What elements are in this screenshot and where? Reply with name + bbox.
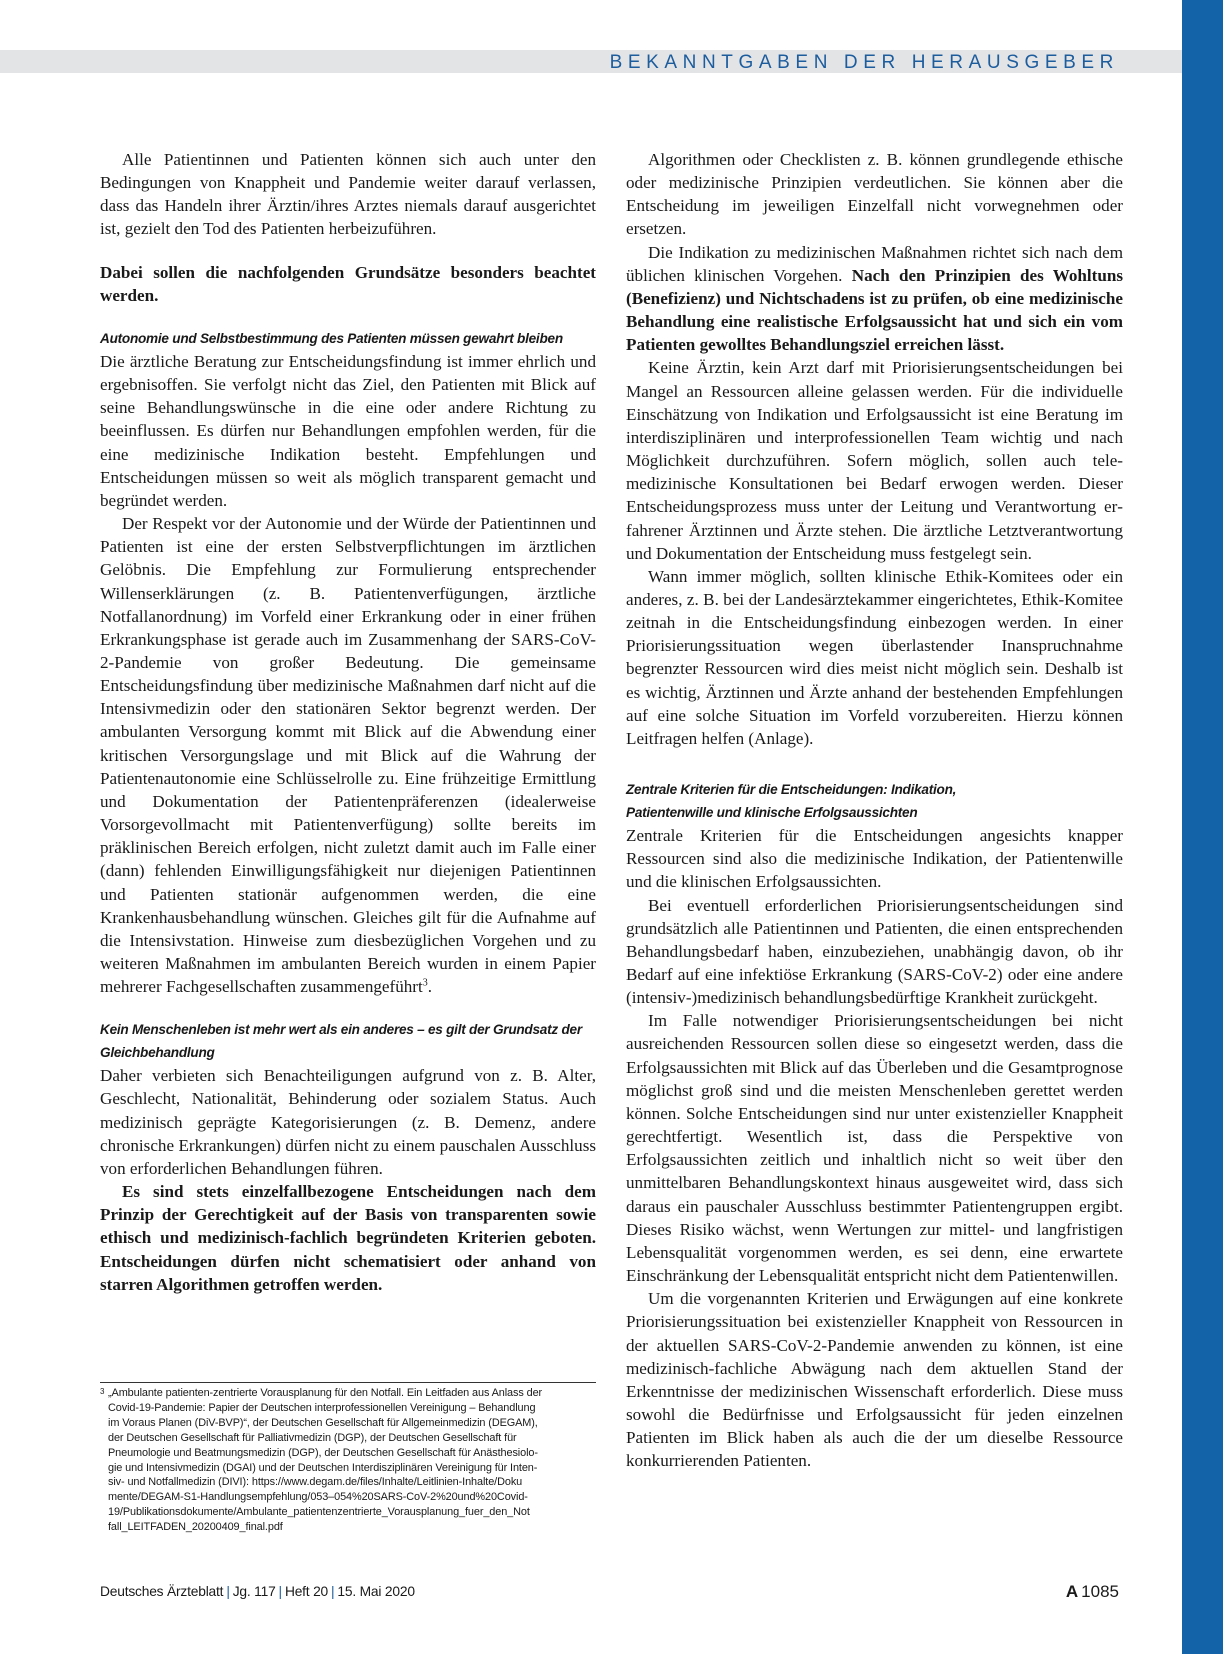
paragraph xyxy=(626,241,1123,357)
paragraph-end: . xyxy=(427,977,433,997)
paragraph xyxy=(100,512,596,998)
paragraph: Alle Patientinnen und Patienten können sich auch unter den Bedingungen von Knappheit und Pandemie weiter darauf verlassen, dass das Handeln ihrer Ärztin/ihres Arztes niemals darauf ausgerichtet ist, gezielt den Tod des Patienten herbeizuführen. xyxy=(100,150,596,239)
paragraph: Daher verbieten sich Benachteiligungen aufgrund von z. B. Alter, Geschlecht, Nationalität, Behinderung oder sozialem Status. Auch medizinisch geprägte Kategorisierungen (z. B. Demenz, andere chronische Erkrankungen) dürfen nicht zu einem pauschalen Ausschluss von erforderlichen Behandlungen führen. xyxy=(100,1066,596,1178)
page-prefix: A xyxy=(1065,1582,1079,1601)
paragraph-text: Die Indikation zu medizinischen Maßnahmen richtet sich nach dem üblichen klinischen Vorgehen. xyxy=(626,242,1123,285)
paragraph: Keine Ärztin, kein Arzt darf mit Priorisierungsentscheidungen bei Mangel an Ressourcen alleine gelassen werden. Für die individuelle Einschätzung von Indikation und Erfolgsaussicht ist eine Beratung im interdisziplinären und interprofessionellen Team wichtig und nach Möglichkeit durchzuführen. Sofern möglich, sollen auch telemedizinische Konsultationen bei Bedarf erwogen werden. Dieser Entscheidungsprozess muss unter der Leitung und Verantwortung erfahrener Ärztinnen und Ärzte stehen. Die ärztliche Letztverantwortung und Dokumentation der Entscheidung muss festgelegt sein. xyxy=(626,358,1123,563)
separator: | xyxy=(331,1584,335,1599)
journal-name: Deutsches Ärzteblatt xyxy=(100,1584,224,1599)
subheading-autonomie: Autonomie und Selbstbestimmung des Patienten müssen gewahrt bleiben xyxy=(100,330,563,346)
footnote xyxy=(100,1382,596,1535)
paragraph: Wann immer möglich, sollten klinische Ethik-Komitees oder ein anderes, z. B. bei der Landesärztekammer eingerichtetes, Ethik-Komitee zeitnah in die Entscheidungsfindung einbezogen werden. In einer Priorisierungssituation wegen überlastender Inanspruchnahme begrenzter Ressourcen wird dies meist nicht möglich sein. Deshalb ist es wichtig, Ärztinnen und Ärzte anhand der bestehenden Empfehlungen auf eine solche Situation im Vorfeld vorzubereiten. Hierzu können Leitfragen helfen (Anlage). xyxy=(626,566,1123,748)
separator: | xyxy=(278,1584,282,1599)
subheading-line: Zentrale Kriterien für die Entscheidungen: Indikation, xyxy=(626,782,957,798)
right-column xyxy=(626,148,1123,1472)
left-column xyxy=(100,148,596,1296)
bold-paragraph: Dabei sollen die nachfolgenden Grundsätze besonders beachtet werden. xyxy=(100,262,596,305)
paragraph: Bei eventuell erforderlichen Priorisierungsentscheidungen sind grundsätzlich alle Patientinnen und Patienten, die einen entsprechenden Behandlungsbedarf haben, einzubeziehen, unabhängig davon, ob ihr Bedarf auf eine infektiöse Erkrankung (SARS-CoV-2) oder eine andere (intensiv-)medizinisch behandlungsbedürftige Krankheit zurückgeht. xyxy=(626,895,1123,1008)
journal-citation xyxy=(100,1582,415,1602)
bold-paragraph: Es sind stets einzelfallbezogene Entscheidungen nach dem Prinzip der Gerechtigkeit auf der Basis von transparenten sowie ethisch und medizinisch-fachlich begründeten Kriterien geboten. Entscheidungen dürfen nicht schematisiert oder anhand von starren Algorithmen getroffen werden. xyxy=(100,1182,596,1294)
section-label: BEKANNTGABEN DER HERAUSGEBER xyxy=(609,52,1119,73)
page-footer xyxy=(100,1582,1119,1602)
separator: | xyxy=(226,1584,230,1599)
page-number-value: 1085 xyxy=(1081,1582,1119,1601)
bold-text: Nach den Prinzipien des Wohltuns (Benefizienz) und Nichtschadens ist zu prüfen, ob eine medizinische Behandlung eine realistische Erfolgsaussicht hat und sich ein vom Patienten gewolltes Behandlungsziel erreichen lässt. xyxy=(626,265,1124,355)
paragraph: Um die vorgenannten Kriterien und Erwägungen auf eine konkrete Priorisierungssituation bei existenzieller Knappheit von Ressourcen in der aktuellen SARS-CoV-2-Pandemie anwenden zu können, ist eine medizinisch-fachliche Abwägung nach dem aktuellen Stand der Erkenntnisse der medizinischen Wissenschaft erforderlich. Diese muss sowohl die Bedürfnisse und Erfolgsaussicht für jeden einzelnen Patienten im Blick haben als auch die der um dieselbe Ressource konkurrierenden Patienten. xyxy=(626,1289,1123,1471)
paragraph: Im Falle notwendiger Priorisierungsentscheidungen bei nicht ausreichenden Ressourcen sollen diese so eingesetzt werden, dass die Erfolgsaussichten mit Blick auf das Überleben und die Gesamtprognose möglichst groß sind und die meisten Menschenleben gerettet werden können. Solche Entscheidungen sind nur unter existenzieller Knappheit gerechtfertigt. Wesentlich ist, dass die Perspektive von Erfolgsaussichten zeitlich und inhaltlich nicht so weit über den unmittelbaren Behandlungskontext hinaus ausgeweitet wird, dass sich daraus ein pauschaler Ausschluss bestimmter Patientengruppen ergibt. Dieses Risiko wächst, wenn Wertungen zur mittel- und langfristigen Lebensqualität vorgenommen werden, es sei denn, eine erwartete Einschränkung der Lebensqualität entspricht nicht dem Patientenwillen. xyxy=(626,1011,1123,1286)
accent-stripe xyxy=(1182,0,1223,1654)
footnote-mark: 3 xyxy=(100,1387,105,1396)
footnote-text: „Ambulante patienten-zentrierte Vorausplanung für den Notfall. Ein Leitfaden aus Anlass der Covid-19-Pandemie: Papier der Deutschen interprofessionellen Vereinigung – Behandlung im Voraus Planen (DiV-BVP)“, der Deutschen Gesellschaft für Allgemeinmedizin (DEGAM), der Deutschen Gesellschaft für Palliativmedizin (DGP), der Deutschen Gesellschaft für Pneumologie und Beatmungsmedizin (DGP), der Deutschen Gesellschaft für Anästhesiolo- gie und Intensivmedizin (DGAI) und der Deutschen Interdisziplinären Vereinigung für Inten- siv- und Notfallmedizin (DIVI): https://www.degam.de/files/Inhalte/Leitlinien-Inhalte/Doku mente/DEGAM-S1-Handlungsempfehlung/053–054%20SARS-CoV-2%20und%20Covid- 19/Publikationsdokumente/Ambulante_patientenzentrierte_Vorausplanung_fuer_den_Not fall_LEITFADEN_20200409_final.pdf xyxy=(108,1387,543,1534)
paragraph: Zentrale Kriterien für die Entscheidungen angesichts knapper Ressourcen sind also die medizinische Indikation, der Patientenwille und die klinischen Erfolgsaussichten. xyxy=(626,826,1123,892)
paragraph-text: Der Respekt vor der Autonomie und der Würde der Patientinnen und Patienten ist eine der ersten Selbstverpflichtungen im ärztlichen Gelöbnis. Die Empfehlung zur Formulierung entsprechender Willenserklärungen (z. B. Patientenverfügungen, ärztliche Notfallanordnung) im Vorfeld einer Erkrankung oder in einer frühen Erkrankungsphase ist gerade auch im Zusammenhang der SARS-CoV-2-Pandemie von großer Bedeutung. Die gemeinsame Entscheidungsfindung über medizinische Maßnahmen darf nicht auf die Intensivmedizin oder den stationären Sektor begrenzt werden. Der ambulanten Versorgung kommt mit Blick auf die Abwendung einer kritischen Versorgungslage und mit Blick auf die Wahrung der Patientenautonomie eine Schlüsselrolle zu. Eine frühzeitige Ermittlung und Dokumentation der Patientenpräferenzen (idealerweise Vorsorgevollmacht mit Patientenverfügung) sollte bereits im präklinischen Bereich erfolgen, nicht zuletzt damit auch im Falle einer (dann) fehlenden Einwilligungsfähigkeit nur diejenigen Patientinnen und Patienten stationär aufgenommen werden, die eine Krankenhausbehandlung wünschen. Gleiches gilt für die Aufnahme auf die Intensivstation. Hinweise zum diesbezüglichen Vorgehen und zu weiteren Maßnahmen im ambulanten Bereich wurden in einem Papier mehrerer Fachgesellschaften zusammengeführt xyxy=(100,514,596,997)
footnote-reference: 3 xyxy=(422,977,428,989)
page-number xyxy=(1066,1582,1119,1602)
journal-date: 15. Mai 2020 xyxy=(337,1584,415,1599)
paragraph: Die ärztliche Beratung zur Entscheidungsfindung ist immer ehrlich und ergebnisoffen. Sie verfolgt nicht das Ziel, den Patienten mit Blick auf seine Behandlungswünsche in die eine oder andere Richtung zu beeinflussen. Es dürfen nur Behandlungen empfohlen werden, für die eine medizinische Indikation besteht. Empfehlungen und Entscheidungen müssen so weit als möglich transparent gemacht und begründet werden. xyxy=(100,351,596,510)
journal-issue: Heft 20 xyxy=(284,1584,329,1599)
journal-volume: Jg. 117 xyxy=(232,1584,276,1599)
subheading-gleichbehandlung: Kein Menschenleben ist mehr wert als ein anderes – es gilt der Grundsatz der Gleichbehandlung xyxy=(100,1022,582,1061)
paragraph: Algorithmen oder Checklisten z. B. können grundlegende ethische oder medizinische Prinzipien verdeutlichen. Sie können aber die Entscheidung im jeweiligen Einzelfall nicht vorwegnehmen oder ersetzen. xyxy=(626,150,1123,239)
subheading-line: Patientenwille und klinische Erfolgsaussichten xyxy=(626,805,918,821)
subheading-kriterien xyxy=(626,778,1123,824)
